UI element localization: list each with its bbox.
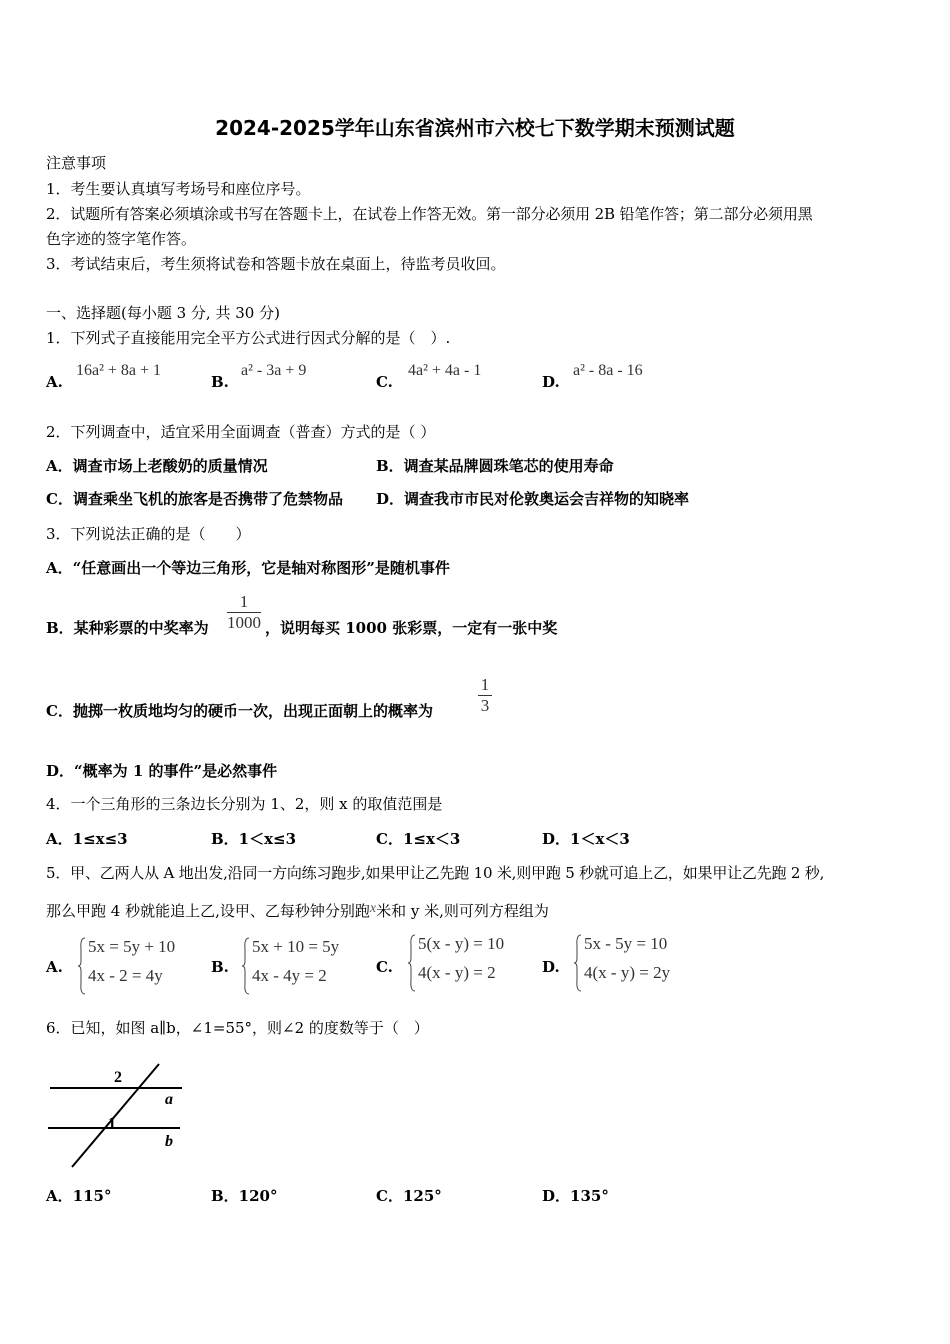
- q1-option-d-label: D.: [542, 373, 560, 391]
- q3-option-b-fraction: [227, 592, 261, 633]
- equation-line-2: 4x - 4y = 2: [252, 966, 327, 985]
- equation-line-2: 4x - 2 = 4y: [88, 966, 163, 985]
- q4-option-a: A．1≤x≤3: [46, 830, 128, 848]
- equation-line-2: 4(x - y) = 2y: [584, 963, 671, 982]
- equation-line-1: 5x + 10 = 5y: [252, 937, 340, 956]
- notice-item: 3．考试结束后，考生须将试卷和答题卡放在桌面上，待监考员收回。: [46, 255, 506, 273]
- notice-item: 色字迹的签字笔作答。: [46, 230, 197, 248]
- question-4-stem: 4．一个三角形的三条边长分别为 1、2，则 x 的取值范围是: [46, 795, 443, 813]
- fraction-denominator: 3: [478, 695, 492, 716]
- fraction-numerator: 1: [239, 592, 249, 611]
- q1-option-c: 4a² + 4a - 1: [408, 362, 482, 379]
- q3-option-c-fraction: [478, 675, 492, 716]
- q6-option-d: D．135°: [542, 1187, 609, 1205]
- q1-option-a-label: A.: [46, 373, 63, 391]
- fraction-denominator: 1000: [227, 613, 261, 632]
- q1-option-c-label: C.: [376, 373, 393, 391]
- q2-option-d: D．调查我市市民对伦敦奥运会吉祥物的知晓率: [376, 490, 690, 508]
- section-heading: 一、选择题(每小题 3 分, 共 30 分): [46, 304, 280, 322]
- q5-option-a-label: A.: [46, 958, 63, 976]
- q5-option-c-label: C.: [376, 958, 393, 976]
- q1-option-b-label: B.: [211, 373, 229, 391]
- notice-item: 2．试题所有答案必须填涂或书写在答题卡上，在试卷上作答无效。第一部分必须用 2B 铅笔作答；第二部分必须用黑: [46, 205, 813, 223]
- q3-option-a: A．“任意画出一个等边三角形，它是轴对称图形”是随机事件: [46, 559, 450, 577]
- q3-option-c-text: C．抛掷一枚质地均匀的硬币一次，出现正面朝上的概率为: [46, 702, 433, 720]
- q4-option-c: C．1≤x＜3: [376, 830, 461, 848]
- equation-line-1: 5x = 5y + 10: [88, 937, 176, 956]
- notice-item: 1．考生要认真填写考场号和座位序号。: [46, 180, 311, 198]
- question-3-stem: 3．下列说法正确的是（ ）: [46, 525, 251, 543]
- line-b-label: b: [165, 1133, 173, 1150]
- q5-option-b-label: B.: [211, 958, 229, 976]
- q5-option-d-label: D.: [542, 958, 560, 976]
- q3-option-d: D．“概率为 1 的事件”是必然事件: [46, 762, 278, 780]
- q4-option-d: D．1＜x＜3: [542, 830, 630, 848]
- q2-option-a: A．调查市场上老酸奶的质量情况: [46, 457, 268, 475]
- q5-stem-text: 那么甲跑 4 秒就能追上乙,设甲、乙每秒钟分别跑: [46, 902, 370, 920]
- q2-option-c: C．调查乘坐飞机的旅客是否携带了危禁物品: [46, 490, 343, 508]
- equation-line-1: 5x - 5y = 10: [584, 934, 668, 953]
- q4-option-b: B．1＜x≤3: [211, 830, 297, 848]
- brace-icon: [574, 934, 582, 992]
- angle-1-label: 1: [108, 1115, 116, 1132]
- q1-option-a: 16a² + 8a + 1: [76, 362, 162, 379]
- q6-option-a: A．115°: [46, 1187, 112, 1205]
- angle-2-label: 2: [114, 1069, 122, 1086]
- q6-option-c: C．125°: [376, 1187, 442, 1205]
- equation-line-1: 5(x - y) = 10: [418, 934, 505, 953]
- line-a-label: a: [165, 1091, 173, 1108]
- q1-option-b: a² - 3a + 9: [241, 362, 307, 379]
- q6-option-b: B．120°: [211, 1187, 278, 1205]
- q2-option-b: B．调查某品牌圆珠笔芯的使用寿命: [376, 457, 614, 475]
- q3-option-b-text-post: ，说明每买 1000 张彩票，一定有一张中奖: [265, 619, 558, 637]
- question-5-stem-line1: 5．甲、乙两人从 A 地出发,沿同一方向练习跑步,如果甲让乙先跑 10 米,则甲跑 5 秒就可追上乙，如果甲让乙先跑 2 秒,: [46, 864, 825, 882]
- question-5-stem-line2: [46, 900, 549, 921]
- q1-option-d: a² - 8a - 16: [573, 362, 643, 379]
- page-title: 2024-2025学年山东省滨州市六校七下数学期末预测试题: [215, 116, 735, 140]
- fraction-numerator: 1: [480, 675, 490, 694]
- parallel-lines-figure: [44, 1062, 189, 1172]
- question-6-stem: 6．已知，如图 a∥b，∠1=55°，则∠2 的度数等于（ ）: [46, 1019, 429, 1037]
- question-2-stem: 2．下列调查中，适宜采用全面调查（普查）方式的是（ ）: [46, 423, 436, 441]
- notice-heading: 注意事项: [46, 154, 107, 172]
- q3-option-b-text: B．某种彩票的中奖率为: [46, 619, 209, 637]
- q5-stem-variable: x: [369, 901, 377, 916]
- equation-line-2: 4(x - y) = 2: [418, 963, 496, 982]
- question-1-stem: 1．下列式子直接能用完全平方公式进行因式分解的是（ ）.: [46, 329, 451, 347]
- brace-icon: [78, 937, 86, 995]
- brace-icon: [408, 934, 416, 992]
- brace-icon: [242, 937, 250, 995]
- q5-stem-text-post: 米和 y 米,则可列方程组为: [376, 902, 549, 920]
